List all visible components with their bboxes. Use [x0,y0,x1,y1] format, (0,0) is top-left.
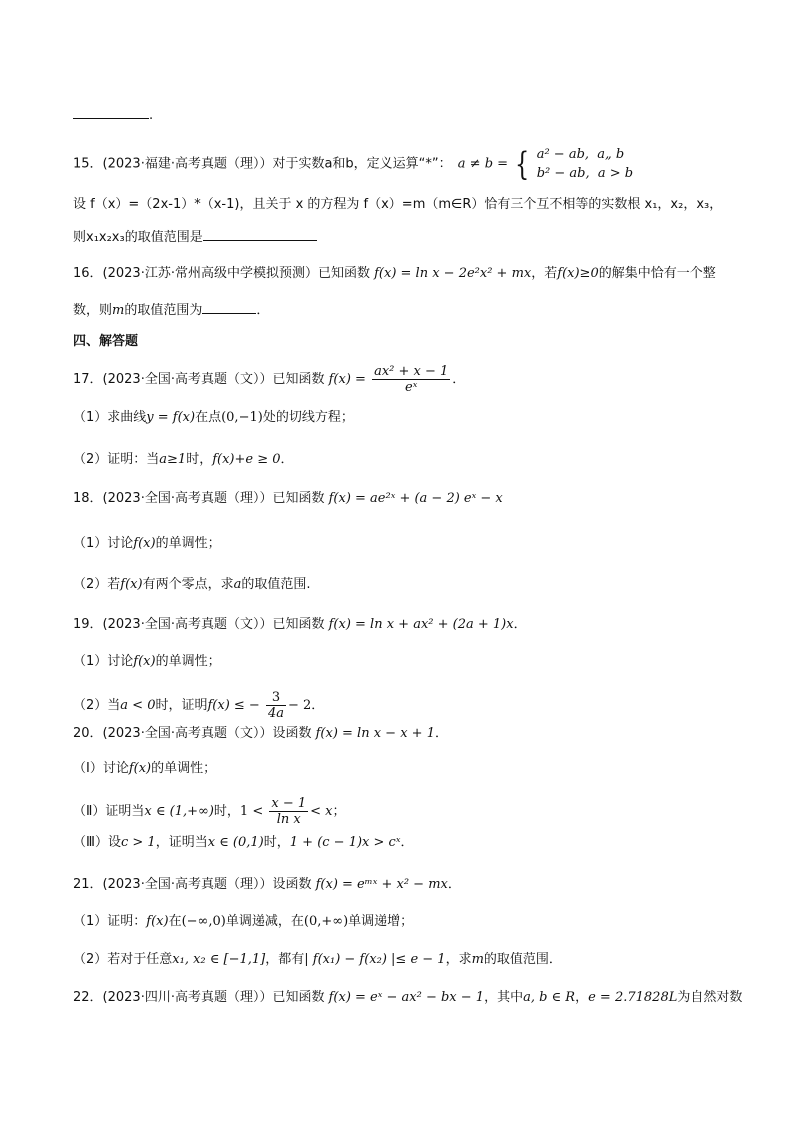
q17-part1: （1）求曲线y = f(x)在点(0,−1)处的切线方程； [73,410,354,425]
q16-answer-blank[interactable] [202,301,256,314]
q15-cases: a² − ab, a„ b b² − ab, a > b [536,147,634,181]
q20-fraction: $\frac{x - 1}{\text{ln x}}$ [271,796,307,827]
q21-part2: （2）若对于任意x₁, x₂ ∈ [−1,1]，都有| f(x₁) − f(x₂) |≤ e − 1，求m的取值范围． [73,952,562,967]
q16-heading: 16．(2023·江苏·常州高级中学模拟预测）已知函数 f(x) = ln x − 2e²x² + mx，若f(x)≥0的解集中恰有一个整 [73,266,716,281]
q20-heading: 20．(2023·全国·高考真题（文））设函数 f(x) = ln x − x + 1． [73,726,448,741]
q17-part2: （2）证明：当a≥1时，f(x)+e ≥ 0． [73,452,294,467]
q15-heading: 15．(2023·福建·高考真题（理））对于实数a和b，定义运算“*”： a ≠ b = { a² − ab, a„ b b² − ab, a > b [73,145,634,183]
q20-part2: （Ⅱ）证明当x ∈ (1,+∞)时，1 < $\frac{x - 1}{\text{ln x}}$ < x； [73,796,346,827]
q21-heading: 21．(2023·全国·高考真题（理））设函数 f(x) = eᵐˣ + x² − mx． [73,877,461,892]
q20-part1: （Ⅰ）讨论f(x)的单调性； [73,761,217,776]
left-brace: { [515,145,530,183]
q19-part2: （2）当a < 0时，证明f(x) ≤ − $\frac{3}{4a}$ − 2． [73,690,325,721]
q15-piecewise-definition: a ≠ b = { a² − ab, a„ b b² − ab, a > b [457,145,634,183]
q20-part3: （Ⅲ）设c > 1，证明当x ∈ (0,1)时，1 + (c − 1)x > cˣ． [73,835,414,850]
q15-answer-blank[interactable] [203,228,317,241]
q15-line3: 则x₁x₂x₃的取值范围是 [73,228,317,247]
q19-heading: 19．(2023·全国·高考真题（文））已知函数 f(x) = ln x + ax² + (2a + 1)x． [73,617,527,632]
section-heading-solutions: 四、解答题 [73,334,139,349]
answer-blank[interactable] [73,106,149,119]
q15-line2: 设 f（x）=（2x-1）*（x-1)，且关于 x 的方程为 f（x）=m（m∈R）恰有三个互不相等的实数根 x₁，x₂，x₃， [73,197,723,212]
q21-part1: （1）证明：f(x)在(−∞,0)单调递减，在(0,+∞)单调递增； [73,914,414,929]
q19-fraction: $\frac{3}{4a}$ [267,690,284,721]
q17-heading: 17．(2023·全国·高考真题（文））已知函数 f(x) = $\frac{\text{ax² + x − 1}}{\text{eˣ}}$ ． [73,364,466,395]
q22-heading: 22．(2023·四川·高考真题（理））已知函数 f(x) = eˣ − ax² − bx − 1，其中a, b ∈ R，e = 2.71828L为自然对数 [73,990,743,1005]
q18-heading: 18．(2023·全国·高考真题（理））已知函数 f(x) = ae²ˣ + (a − 2) eˣ − x [73,491,503,506]
q18-part2: （2）若f(x)有两个零点，求a的取值范围. [73,577,311,592]
q19-part1: （1）讨论f(x)的单调性； [73,654,221,669]
answer-blank-line: . [73,106,153,125]
q17-fraction: $\frac{\text{ax² + x − 1}}{\text{eˣ}}$ [374,364,449,395]
q16-line2: 数，则m的取值范围为 ． [73,303,270,318]
q18-part1: （1）讨论f(x)的单调性； [73,536,221,551]
